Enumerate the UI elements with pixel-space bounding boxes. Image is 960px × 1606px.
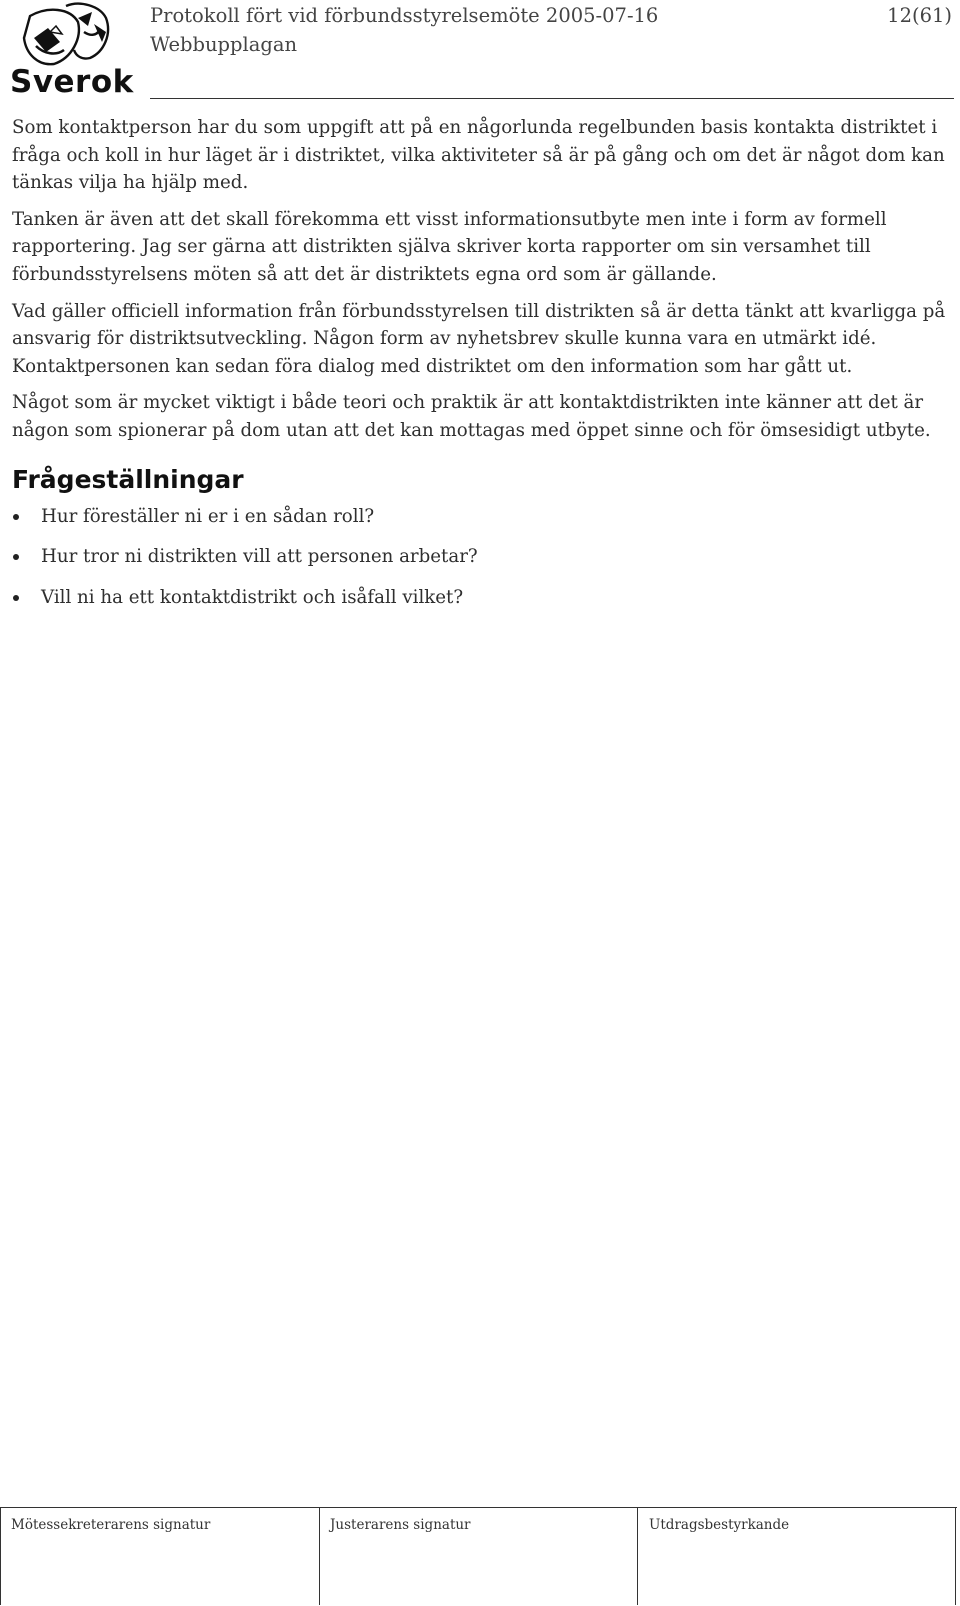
list-item (12, 503, 948, 531)
page-header (0, 0, 960, 100)
bullet-icon (13, 514, 19, 520)
question-list (12, 503, 948, 612)
svg-text:Sverok: Sverok (10, 64, 134, 98)
document-body (12, 114, 948, 624)
paragraph: Något som är mycket viktigt i både teori och praktik är att kontaktdistrikten inte känner att det är någon som spionerar på dom utan att det kan mottagas med öppet sinne och för ömsesidigt utbyte. (12, 392, 931, 441)
paragraph: Vad gäller officiell information från förbundsstyrelsen till distrikten så är detta tänkt att kvarligga på ansvarig för distriktsutveckling. Någon form av nyhetsbrev skulle kunna vara en utmärkt idé. Kontaktpersonen kan sedan föra dialog med distriktet om den information som har gått ut. (12, 300, 946, 377)
list-item-text: Hur tror ni distrikten vill att personen arbetar? (41, 546, 478, 568)
list-item (12, 584, 948, 612)
section-heading: Frågeställningar (12, 464, 244, 494)
paragraph: Som kontaktperson har du som uppgift att på en någorlunda regelbunden basis kontakta distriktet i fråga och koll in hur läget är i distriktet, vilka aktiviteter så är på gång och om det är något dom kan tänkas vilja ha hjälp med. (12, 117, 945, 194)
sverok-logo (8, 2, 138, 98)
header-rule (150, 98, 954, 99)
signature-box-secretary (0, 1508, 320, 1605)
list-item (12, 543, 948, 571)
signature-label: Mötessekreterarens signatur (11, 1517, 211, 1533)
signature-box-adjuster (320, 1508, 638, 1605)
document-title: Protokoll fört vid förbundsstyrelsemöte 2005-07-16 (150, 4, 659, 27)
document-subtitle: Webbupplagan (150, 33, 298, 56)
paragraph: Tanken är även att det skall förekomma ett visst informationsutbyte men inte i form av formell rapportering. Jag ser gärna att distrikten själva skriver korta rapporter om sin versamhet till förbundsstyrelsens möten så att det är distriktets egna ord som är gällande. (12, 208, 887, 285)
list-item-text: Hur föreställer ni er i en sådan roll? (41, 505, 375, 527)
list-item-text: Vill ni ha ett kontaktdistrikt och isåfall vilket? (41, 586, 464, 608)
bullet-icon (13, 554, 19, 560)
bullet-icon (13, 595, 19, 601)
signature-box-certification (639, 1508, 956, 1605)
page-number: 12(61) (887, 4, 952, 27)
signature-label: Justerarens signatur (330, 1517, 471, 1533)
signature-label: Utdragsbestyrkande (649, 1517, 790, 1533)
signature-footer (0, 1507, 957, 1606)
